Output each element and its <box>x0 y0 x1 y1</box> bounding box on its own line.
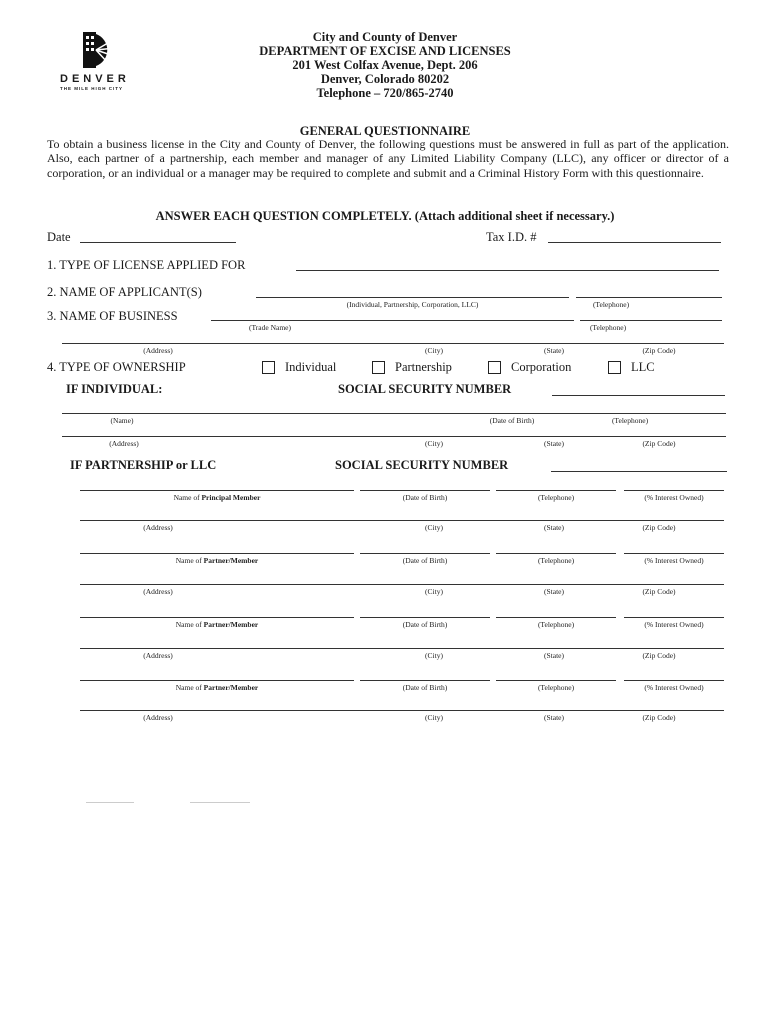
business-name-field[interactable] <box>211 320 574 321</box>
business-address-caption: (Address) <box>143 346 173 355</box>
member-telephone-caption: (Telephone) <box>537 620 575 629</box>
logo-tagline: THE MILE HIGH CITY <box>60 86 123 91</box>
member-interest-field[interactable] <box>624 490 724 491</box>
applicant-telephone-field[interactable] <box>576 297 722 298</box>
individual-name-caption: (Name) <box>110 416 134 425</box>
member-dob-caption: (Date of Birth) <box>402 493 448 502</box>
page-title: GENERAL QUESTIONNAIRE <box>299 124 471 138</box>
q3-business-label: 3. NAME OF BUSINESS <box>47 309 178 323</box>
individual-ssn-label: SOCIAL SECURITY NUMBER <box>338 382 512 396</box>
member-address-caption: (Address) <box>143 523 173 532</box>
llc-checkbox[interactable] <box>608 361 621 374</box>
business-zip-caption: (Zip Code) <box>642 346 676 355</box>
q2-applicant-label: 2. NAME OF APPLICANT(S) <box>47 285 202 299</box>
individual-state-caption: (State) <box>544 439 564 448</box>
member-telephone-caption: (Telephone) <box>537 683 575 692</box>
license-type-field[interactable] <box>296 270 719 271</box>
member-telephone-field[interactable] <box>496 553 616 554</box>
member-name-field[interactable] <box>80 490 354 491</box>
member-zip-caption: (Zip Code) <box>642 651 676 660</box>
business-city-caption: (City) <box>425 346 443 355</box>
member-state-caption: (State) <box>544 651 564 660</box>
q1-license-type-label: 1. TYPE OF LICENSE APPLIED FOR <box>47 258 246 272</box>
date-label: Date <box>47 230 71 244</box>
partnership-checkbox[interactable] <box>372 361 385 374</box>
tax-id-label: Tax I.D. # <box>486 230 537 244</box>
applicant-telephone-caption: (Telephone) <box>592 300 630 309</box>
member-telephone-field[interactable] <box>496 680 616 681</box>
individual-zip-caption: (Zip Code) <box>642 439 676 448</box>
member-interest-caption: (% Interest Owned) <box>644 683 704 692</box>
applicant-type-caption: (Individual, Partnership, Corporation, LLC) <box>346 300 479 309</box>
member-name-caption: Name of Partner/Member <box>175 620 259 629</box>
member-address-field[interactable] <box>80 520 724 521</box>
member-dob-field[interactable] <box>360 680 490 681</box>
member-telephone-field[interactable] <box>496 490 616 491</box>
member-address-caption: (Address) <box>143 587 173 596</box>
member-name-caption: Name of Partner/Member <box>175 556 259 565</box>
instruction: ANSWER EACH QUESTION COMPLETELY. (Attach additional sheet if necessary.) <box>155 209 615 223</box>
member-address-field[interactable] <box>80 584 724 585</box>
if-individual-heading: IF INDIVIDUAL: <box>66 382 163 396</box>
header-line-3: 201 West Colfax Avenue, Dept. 206 <box>292 58 478 72</box>
scan-mark <box>86 802 134 803</box>
member-address-caption: (Address) <box>143 713 173 722</box>
member-dob-caption: (Date of Birth) <box>402 683 448 692</box>
member-address-caption: (Address) <box>143 651 173 660</box>
member-dob-caption: (Date of Birth) <box>402 556 448 565</box>
tax-id-field[interactable] <box>548 242 721 243</box>
business-state-caption: (State) <box>544 346 564 355</box>
member-telephone-field[interactable] <box>496 617 616 618</box>
member-city-caption: (City) <box>425 523 443 532</box>
member-name-field[interactable] <box>80 617 354 618</box>
member-city-caption: (City) <box>425 713 443 722</box>
logo-word: DENVER <box>60 73 130 85</box>
member-zip-caption: (Zip Code) <box>642 523 676 532</box>
individual-address-caption: (Address) <box>109 439 139 448</box>
member-state-caption: (State) <box>544 713 564 722</box>
member-interest-caption: (% Interest Owned) <box>644 493 704 502</box>
q4-ownership-label: 4. TYPE OF OWNERSHIP <box>47 360 186 374</box>
date-field[interactable] <box>80 242 236 243</box>
member-telephone-caption: (Telephone) <box>537 493 575 502</box>
member-dob-field[interactable] <box>360 617 490 618</box>
partnership-ssn-label: SOCIAL SECURITY NUMBER <box>335 458 509 472</box>
individual-ssn-field[interactable] <box>552 395 725 396</box>
member-interest-caption: (% Interest Owned) <box>644 556 704 565</box>
individual-address-field[interactable] <box>62 436 726 437</box>
member-name-field[interactable] <box>80 680 354 681</box>
member-address-field[interactable] <box>80 710 724 711</box>
member-name-caption: Name of Principal Member <box>173 493 261 502</box>
member-name-caption: Name of Partner/Member <box>175 683 259 692</box>
member-dob-field[interactable] <box>360 553 490 554</box>
member-state-caption: (State) <box>544 523 564 532</box>
individual-checkbox[interactable] <box>262 361 275 374</box>
business-telephone-caption: (Telephone) <box>589 323 627 332</box>
member-interest-field[interactable] <box>624 617 724 618</box>
if-partnership-heading: IF PARTNERSHIP or LLC <box>70 458 217 472</box>
member-zip-caption: (Zip Code) <box>642 713 676 722</box>
member-name-field[interactable] <box>80 553 354 554</box>
individual-dob-caption: (Date of Birth) <box>489 416 535 425</box>
member-city-caption: (City) <box>425 587 443 596</box>
business-telephone-field[interactable] <box>580 320 722 321</box>
header-line-1: City and County of Denver <box>312 30 458 44</box>
corporation-option-label: Corporation <box>511 360 572 374</box>
header-line-4: Denver, Colorado 80202 <box>320 72 450 86</box>
header-line-2: DEPARTMENT OF EXCISE AND LICENSES <box>259 44 511 58</box>
member-interest-field[interactable] <box>624 680 724 681</box>
business-address-field[interactable] <box>62 343 724 344</box>
member-state-caption: (State) <box>544 587 564 596</box>
individual-name-field[interactable] <box>62 413 726 414</box>
scan-mark <box>190 802 250 803</box>
member-interest-field[interactable] <box>624 553 724 554</box>
member-telephone-caption: (Telephone) <box>537 556 575 565</box>
header-line-5: Telephone – 720/865-2740 <box>316 86 454 100</box>
individual-telephone-caption: (Telephone) <box>611 416 649 425</box>
applicant-name-field[interactable] <box>256 297 569 298</box>
member-city-caption: (City) <box>425 651 443 660</box>
partnership-ssn-field[interactable] <box>551 471 727 472</box>
member-interest-caption: (% Interest Owned) <box>644 620 704 629</box>
individual-city-caption: (City) <box>425 439 443 448</box>
member-dob-field[interactable] <box>360 490 490 491</box>
trade-name-caption: (Trade Name) <box>248 323 291 332</box>
partnership-option-label: Partnership <box>395 360 452 374</box>
corporation-checkbox[interactable] <box>488 361 501 374</box>
individual-option-label: Individual <box>285 360 337 374</box>
member-address-field[interactable] <box>80 648 724 649</box>
intro-paragraph: To obtain a business license in the City and County of Denver, the following questions must be answered in full as part of the application. Also, each partner of a partnership, each member and manager of any Limited Liability Company (LLC), any officer or director of a corporation, or an individual or a manager may be required to complete and submit and a Criminal History Form with this questionnaire. <box>47 137 729 180</box>
member-zip-caption: (Zip Code) <box>642 587 676 596</box>
member-dob-caption: (Date of Birth) <box>402 620 448 629</box>
llc-option-label: LLC <box>631 360 655 374</box>
